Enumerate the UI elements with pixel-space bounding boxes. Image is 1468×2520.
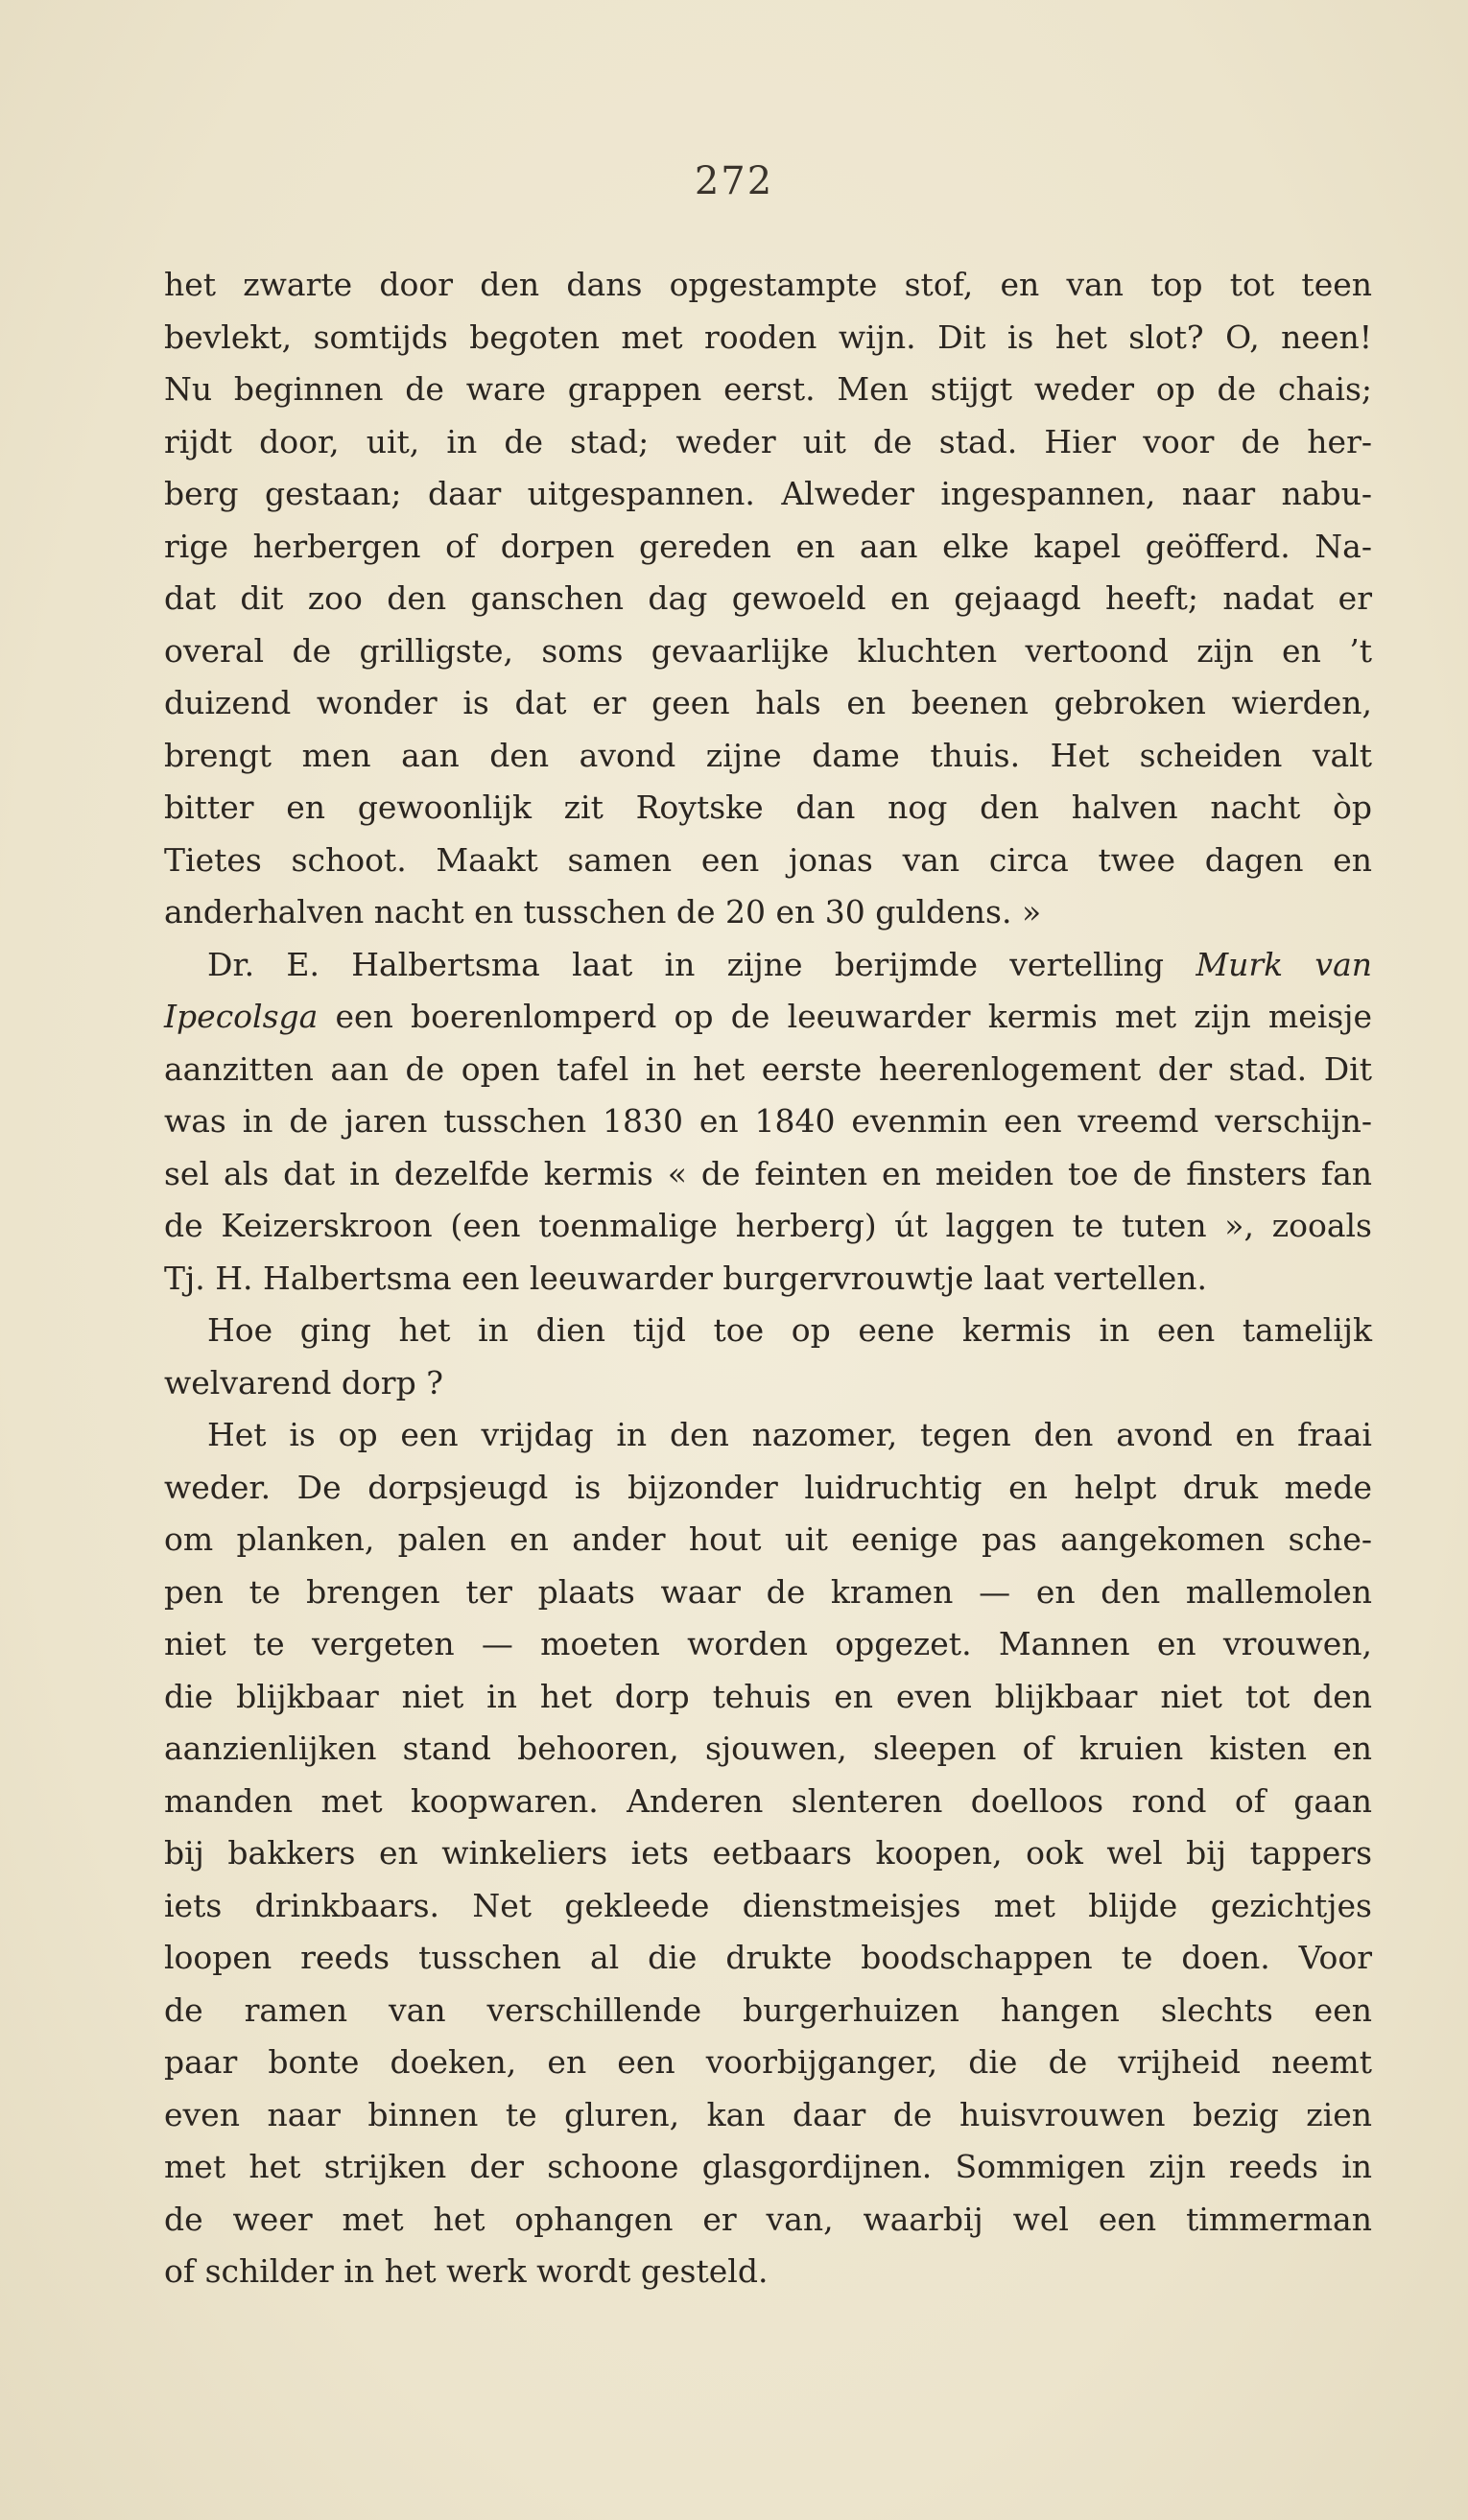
line-text: de weer met het ophangen er van, waarbij wel een timmerman: [164, 2200, 1372, 2238]
text-line: [164, 2194, 1372, 2247]
page-number: 272: [694, 159, 774, 203]
text-line: [164, 991, 1372, 1044]
text-line: [164, 416, 1372, 469]
line-text: Tj. H. Halbertsma een leeuwarder burgervrouwtje laat vertellen.: [164, 1259, 1208, 1297]
line-text: Nu beginnen de ware grappen eerst. Men stijgt weder op de chais;: [164, 370, 1372, 408]
text-line: [164, 2089, 1372, 2142]
text-line: [164, 625, 1372, 678]
text-line: [164, 259, 1372, 312]
text-line: [164, 677, 1372, 730]
text-line: [164, 2141, 1372, 2194]
text-line: [164, 1827, 1372, 1880]
text-line: [164, 886, 1372, 939]
line-text: bevlekt, somtijds begoten met rooden wijn. Dit is het slot? O, neen!: [164, 318, 1372, 356]
text-line: [164, 2037, 1372, 2089]
line-text: Dr. E. Halbertsma laat in zijne berijmde vertelling: [207, 945, 1196, 983]
line-text: sel als dat in dezelfde kermis « de feinten en meiden toe de finsters fan: [164, 1154, 1372, 1192]
text-line: [164, 1409, 1372, 1462]
line-text: overal de grilligste, soms gevaarlijke kluchten vertoond zijn en ’t: [164, 631, 1372, 670]
text-line: [164, 1044, 1372, 1096]
book-title-italic: Murk van: [1196, 945, 1373, 983]
text-line: [164, 364, 1372, 416]
line-text: om planken, palen en ander hout uit eenige pas aangekomen sche-: [164, 1520, 1372, 1558]
text-line: [164, 782, 1372, 835]
line-text: iets drinkbaars. Net gekleede dienstmeisjes met blijde gezichtjes: [164, 1886, 1372, 1924]
text-line: [164, 835, 1372, 887]
text-line: [164, 939, 1372, 992]
line-text: niet te vergeten — moeten worden opgezet. Mannen en vrouwen,: [164, 1625, 1372, 1662]
line-text: was in de jaren tusschen 1830 en 1840 evenmin een vreemd verschijn-: [164, 1102, 1372, 1140]
line-text: de Keizerskroon (een toenmalige herberg) út laggen te tuten », zooals: [164, 1207, 1372, 1244]
line-text: dat dit zoo den ganschen dag gewoeld en gejaagd heeft; nadat er: [164, 579, 1372, 617]
text-line: [164, 312, 1372, 365]
line-text: berg gestaan; daar uitgespannen. Alweder ingespannen, naar nabu-: [164, 475, 1372, 512]
text-line: [164, 1618, 1372, 1671]
text-line: [164, 1514, 1372, 1566]
text-line: [164, 1200, 1372, 1253]
line-text: weder. De dorpsjeugd is bijzonder luidruchtig en helpt druk mede: [164, 1468, 1372, 1506]
text-line: [164, 1880, 1372, 1933]
text-line: [164, 1253, 1372, 1306]
text-line: [164, 1566, 1372, 1619]
text-line: [164, 1462, 1372, 1515]
text-line: [164, 730, 1372, 783]
line-text: Het is op een vrijdag in den nazomer, tegen den avond en fraai: [207, 1416, 1372, 1453]
line-text: anderhalven nacht en tusschen de 20 en 30 guldens. »: [164, 893, 1042, 930]
text-line: [164, 1932, 1372, 1985]
line-text: die blijkbaar niet in het dorp tehuis en even blijkbaar niet tot den: [164, 1677, 1372, 1715]
text-line: [164, 1723, 1372, 1776]
text-line: [164, 1357, 1372, 1410]
text-line: [164, 1095, 1372, 1148]
body-text: [164, 259, 1372, 2298]
line-text: loopen reeds tusschen al die drukte boodschappen te doen. Voor: [164, 1939, 1372, 1976]
line-text: duizend wonder is dat er geen hals en beenen gebroken wierden,: [164, 684, 1372, 721]
text-line: [164, 1148, 1372, 1201]
line-text: de ramen van verschillende burgerhuizen hangen slechts een: [164, 1990, 1372, 2029]
line-text: paar bonte doeken, en een voorbijganger, die de vrijheid neemt: [164, 2043, 1372, 2081]
text-line: [164, 573, 1372, 625]
book-title-italic: Ipecolsga: [164, 998, 319, 1035]
line-text: of schilder in het werk wordt gesteld.: [164, 2252, 769, 2290]
text-line: [164, 1776, 1372, 1828]
text-line: [164, 1985, 1372, 2037]
text-line: [164, 2246, 1372, 2298]
line-text: aanzienlijken stand behooren, sjouwen, sleepen of kruien kisten en: [164, 1730, 1372, 1767]
line-text: manden met koopwaren. Anderen slenteren doelloos rond of gaan: [164, 1781, 1372, 1820]
line-text: even naar binnen te gluren, kan daar de huisvrouwen bezig zien: [164, 2095, 1372, 2133]
line-text: brengt men aan den avond zijne dame thuis. Het scheiden valt: [164, 736, 1372, 774]
line-text: aanzitten aan de open tafel in het eerste heerenlogement der stad. Dit: [164, 1049, 1372, 1088]
line-text: rijdt door, uit, in de stad; weder uit de stad. Hier voor de her-: [164, 422, 1372, 460]
line-text: Hoe ging het in dien tijd toe op eene kermis in een tamelijk: [207, 1311, 1372, 1349]
line-text: bitter en gewoonlijk zit Roytske dan nog den halven nacht òp: [164, 789, 1372, 826]
line-text: rige herbergen of dorpen gereden en aan elke kapel geöfferd. Na-: [164, 527, 1372, 565]
text-line: [164, 1305, 1372, 1357]
line-text: pen te brengen ter plaats waar de kramen — en den mallemolen: [164, 1572, 1372, 1611]
line-text: Tietes schoot. Maakt samen een jonas van circa twee dagen en: [164, 840, 1372, 879]
line-text: met het strijken der schoone glasgordijnen. Sommigen zijn reeds in: [164, 2148, 1372, 2185]
line-text: welvarend dorp ?: [164, 1363, 443, 1401]
line-text: bij bakkers en winkeliers iets eetbaars koopen, ook wel bij tappers: [164, 1834, 1372, 1872]
text-line: [164, 1671, 1372, 1724]
line-text: een boerenlomperd op de leeuwarder kermis met zijn meisje: [318, 998, 1372, 1035]
text-line: [164, 521, 1372, 574]
line-text: het zwarte door den dans opgestampte stof, en van top tot teen: [164, 266, 1372, 303]
text-line: [164, 468, 1372, 521]
